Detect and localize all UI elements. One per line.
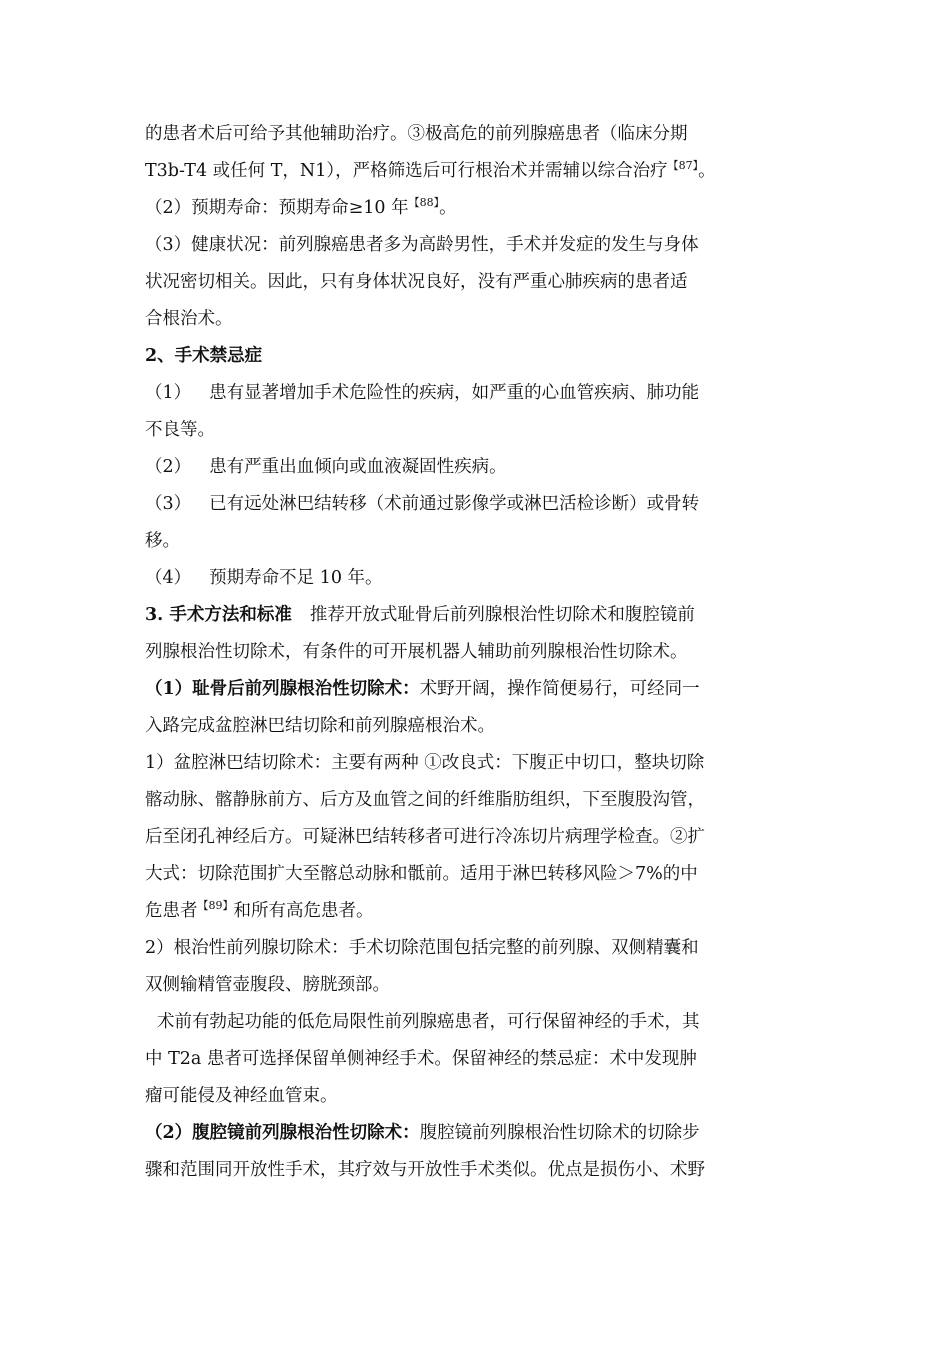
text-line bbox=[145, 597, 751, 634]
paragraph-text: 危患者 bbox=[145, 901, 198, 921]
paragraph-text: 入路完成盆腔淋巴结切除和前列腺癌根治术。 bbox=[145, 716, 495, 736]
paragraph-text: 患有严重出血倾向或血液凝固性疾病。 bbox=[209, 457, 507, 477]
paragraph-text: 不良等。 bbox=[145, 420, 215, 440]
text-line bbox=[145, 153, 751, 190]
text-line bbox=[145, 227, 751, 264]
text-line bbox=[145, 264, 751, 301]
citation-ref: 【88】 bbox=[408, 196, 440, 209]
paragraph-text: 合根治术。 bbox=[145, 309, 233, 329]
paragraph-text: 术前有勃起功能的低危局限性前列腺癌患者，可行保留神经的手术，其 bbox=[157, 1012, 700, 1032]
heading-text: 2、手术禁忌症 bbox=[145, 346, 263, 366]
paragraph-text: 2）根治性前列腺切除术：手术切除范围包括完整的前列腺、双侧精囊和 bbox=[145, 938, 699, 958]
paragraph-text: 后至闭孔神经后方。可疑淋巴结转移者可进行冷冻切片病理学检查。②扩 bbox=[145, 827, 705, 847]
paragraph-text: 术野开阔，操作简便易行，可经同一 bbox=[419, 679, 700, 699]
text-line bbox=[145, 819, 751, 856]
paragraph-text: 患有显著增加手术危险性的疾病，如严重的心血管疾病、肺功能 bbox=[209, 383, 700, 403]
heading-text: 3. 手术方法和标准 bbox=[145, 605, 292, 625]
paragraph-text: T3b-T4 或任何 T，N1），严格筛选后可行根治术并需辅以综合治疗 bbox=[145, 161, 668, 181]
paragraph-text: 已有远处淋巴结转移（术前通过影像学或淋巴活检诊断）或骨转 bbox=[209, 494, 700, 514]
text-line bbox=[145, 634, 751, 671]
paragraph-text: 推荐开放式耻骨后前列腺根治性切除术和腹腔镜前 bbox=[309, 605, 695, 625]
text-line bbox=[145, 301, 751, 338]
paragraph-text: 。 bbox=[439, 198, 457, 218]
paragraph-text: 预期寿命不足 10 年。 bbox=[209, 568, 383, 588]
text-line bbox=[145, 967, 751, 1004]
paragraph-text: （3）健康状况：前列腺癌患者多为高龄男性，手术并发症的发生与身体 bbox=[145, 235, 699, 255]
list-item bbox=[145, 486, 751, 523]
text-line bbox=[145, 1004, 751, 1041]
paragraph-text: 骤和范围同开放性手术，其疗效与开放性手术类似。优点是损伤小、术野 bbox=[145, 1160, 705, 1180]
paragraph-text: 1）盆腔淋巴结切除术：主要有两种 ①改良式：下腹正中切口，整块切除 bbox=[145, 753, 705, 773]
paragraph-text: 大式：切除范围扩大至髂总动脉和骶前。适用于淋巴转移风险＞7%的中 bbox=[145, 864, 698, 884]
text-line bbox=[145, 116, 751, 153]
paragraph-text: 髂动脉、髂静脉前方、后方及血管之间的纤维脂肪组织，下至腹股沟管， bbox=[145, 790, 705, 810]
list-number: （4） bbox=[145, 568, 192, 588]
list-item bbox=[145, 375, 751, 412]
paragraph-text: 的患者术后可给予其他辅助治疗。③极高危的前列腺癌患者（临床分期 bbox=[145, 124, 688, 144]
text-line bbox=[145, 671, 751, 708]
paragraph-text: （2）预期寿命：预期寿命≥10 年 bbox=[145, 198, 409, 218]
paragraph-text: 移。 bbox=[145, 531, 180, 551]
document-page bbox=[145, 116, 751, 1189]
list-item bbox=[145, 449, 751, 486]
text-line bbox=[145, 745, 751, 782]
paragraph-text: 双侧输精管壶腹段、膀胱颈部。 bbox=[145, 975, 390, 995]
text-line bbox=[145, 1078, 751, 1115]
section-heading bbox=[145, 338, 751, 375]
paragraph-text: 状况密切相关。因此，只有身体状况良好，没有严重心肺疾病的患者适 bbox=[145, 272, 688, 292]
text-line bbox=[145, 893, 751, 930]
citation-ref: 【89】 bbox=[197, 899, 234, 912]
text-line bbox=[145, 1115, 751, 1152]
subheading-text: （2）腹腔镜前列腺根治性切除术： bbox=[145, 1123, 420, 1143]
list-number: （3） bbox=[145, 494, 192, 514]
paragraph-text: 腹腔镜前列腺根治性切除术的切除步 bbox=[419, 1123, 700, 1143]
list-item bbox=[145, 560, 751, 597]
list-number: （1） bbox=[145, 383, 192, 403]
text-line bbox=[145, 856, 751, 893]
list-number: （2） bbox=[145, 457, 192, 477]
paragraph-text: 。 bbox=[698, 161, 716, 181]
text-line bbox=[145, 930, 751, 967]
paragraph-text: 和所有高危患者。 bbox=[233, 901, 374, 921]
text-line bbox=[145, 1152, 751, 1189]
paragraph-text: 中 T2a 患者可选择保留单侧神经手术。保留神经的禁忌症：术中发现肿 bbox=[145, 1049, 697, 1069]
text-line bbox=[145, 190, 751, 227]
paragraph-text: 列腺根治性切除术，有条件的可开展机器人辅助前列腺根治性切除术。 bbox=[145, 642, 688, 662]
text-line bbox=[145, 412, 751, 449]
citation-ref: 【87】 bbox=[667, 159, 699, 172]
text-line bbox=[145, 708, 751, 745]
subheading-text: （1）耻骨后前列腺根治性切除术： bbox=[145, 679, 420, 699]
text-line bbox=[145, 523, 751, 560]
paragraph-text: 瘤可能侵及神经血管束。 bbox=[145, 1086, 338, 1106]
text-line bbox=[145, 1041, 751, 1078]
text-line bbox=[145, 782, 751, 819]
